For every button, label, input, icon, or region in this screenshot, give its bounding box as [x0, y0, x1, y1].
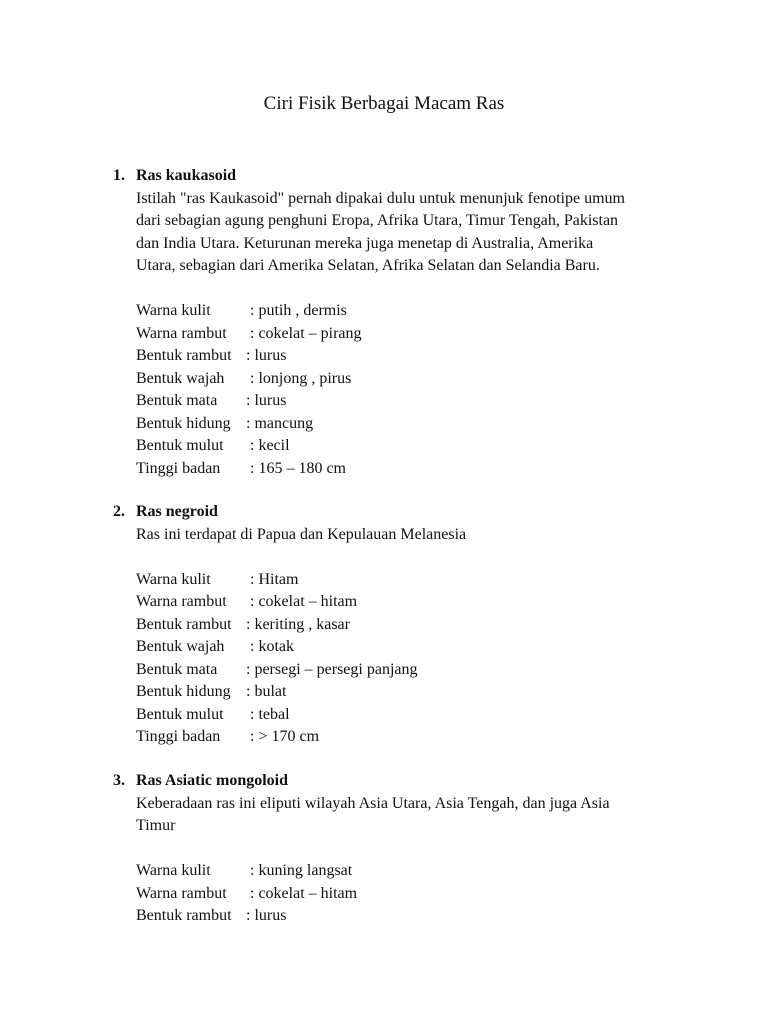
section-number: 2. [113, 503, 125, 520]
section-description [136, 524, 681, 547]
trait-value: : mancung [246, 414, 314, 432]
trait-value: : lurus [246, 392, 287, 409]
trait-value: : bulat [246, 683, 287, 700]
trait-list [136, 569, 693, 749]
trait-value: : lurus [246, 907, 287, 924]
trait-row [136, 390, 693, 413]
trait-label: Bentuk wajah [136, 369, 225, 387]
section-description [136, 188, 681, 278]
trait-value: : Hitam [250, 570, 299, 588]
trait-label: Bentuk rambut [136, 907, 232, 924]
trait-row [136, 569, 693, 592]
section-description [136, 793, 681, 838]
section-ras-negroid [113, 501, 693, 749]
trait-row [136, 905, 693, 928]
trait-row [136, 368, 693, 391]
trait-row [136, 591, 693, 614]
trait-value: : keriting , kasar [246, 615, 350, 633]
section-heading [113, 165, 693, 188]
description-line: Ras ini terdapat di Papua dan Kepulauan Melanesia [136, 525, 467, 543]
trait-label: Warna kulit [136, 570, 211, 588]
trait-row [136, 681, 693, 704]
trait-label: Tinggi badan [136, 728, 221, 745]
trait-label: Bentuk mulut [136, 437, 224, 454]
section-title: Ras kaukasoid [136, 167, 237, 184]
section-title: Ras negroid [136, 503, 218, 520]
trait-value: : lurus [246, 347, 287, 364]
trait-value: : lonjong , pirus [250, 369, 352, 387]
description-line: Timur [136, 817, 176, 834]
trait-label: Bentuk mata [136, 392, 218, 409]
trait-label: Warna kulit [136, 862, 211, 879]
trait-row [136, 659, 693, 682]
trait-label: Warna rambut [136, 324, 227, 342]
trait-row [136, 860, 693, 883]
section-heading [113, 501, 693, 524]
trait-value: : persegi – persegi panjang [246, 660, 418, 678]
trait-value: : kotak [250, 638, 294, 655]
trait-row [136, 323, 693, 346]
trait-row [136, 458, 693, 481]
trait-value: : tebal [250, 705, 290, 723]
section-number: 1. [113, 167, 125, 184]
trait-row [136, 300, 693, 323]
trait-row [136, 413, 693, 436]
trait-label: Warna rambut [136, 884, 227, 902]
section-title: Ras Asiatic mongoloid [136, 772, 289, 789]
description-line: Istilah "ras Kaukasoid" pernah dipakai dulu untuk menunjuk fenotipe umum [136, 189, 625, 207]
trait-value: : kuning langsat [250, 862, 353, 879]
trait-row [136, 883, 693, 906]
trait-value: : > 170 cm [250, 728, 320, 745]
trait-label: Warna kulit [136, 302, 211, 319]
trait-row [136, 636, 693, 659]
trait-value: : 165 – 180 cm [250, 459, 346, 477]
section-heading [113, 770, 693, 793]
section-number: 3. [113, 772, 125, 789]
description-line: dari sebagian agung penghuni Eropa, Afrika Utara, Timur Tengah, Pakistan [136, 212, 619, 229]
description-line: Keberadaan ras ini eliputi wilayah Asia Utara, Asia Tengah, dan juga Asia [136, 794, 610, 812]
trait-label: Bentuk mata [136, 660, 218, 678]
section-ras-asiatic-mongoloid [113, 770, 693, 928]
trait-label: Bentuk wajah [136, 638, 225, 655]
trait-label: Bentuk rambut [136, 615, 232, 633]
trait-label: Bentuk rambut [136, 347, 232, 364]
trait-list [136, 300, 693, 480]
trait-label: Bentuk hidung [136, 683, 231, 700]
trait-row [136, 726, 693, 749]
trait-label: Bentuk hidung [136, 414, 231, 432]
trait-row [136, 614, 693, 637]
trait-value: : cokelat – hitam [250, 593, 358, 610]
trait-list [136, 860, 693, 928]
description-line: dan India Utara. Keturunan mereka juga menetap di Australia, Amerika [136, 234, 594, 252]
description-line: Utara, sebagian dari Amerika Selatan, Afrika Selatan dan Selandia Baru. [136, 257, 600, 274]
trait-value: : putih , dermis [250, 302, 347, 319]
trait-label: Tinggi badan [136, 459, 221, 477]
document-title: Ciri Fisik Berbagai Macam Ras [263, 93, 505, 114]
trait-row [136, 345, 693, 368]
trait-value: : kecil [250, 437, 290, 454]
trait-label: Warna rambut [136, 593, 227, 610]
trait-row [136, 704, 693, 727]
trait-label: Bentuk mulut [136, 705, 224, 723]
section-ras-kaukasoid [113, 165, 693, 480]
trait-value: : cokelat – hitam [250, 884, 358, 902]
trait-row [136, 435, 693, 458]
trait-value: : cokelat – pirang [250, 324, 362, 342]
